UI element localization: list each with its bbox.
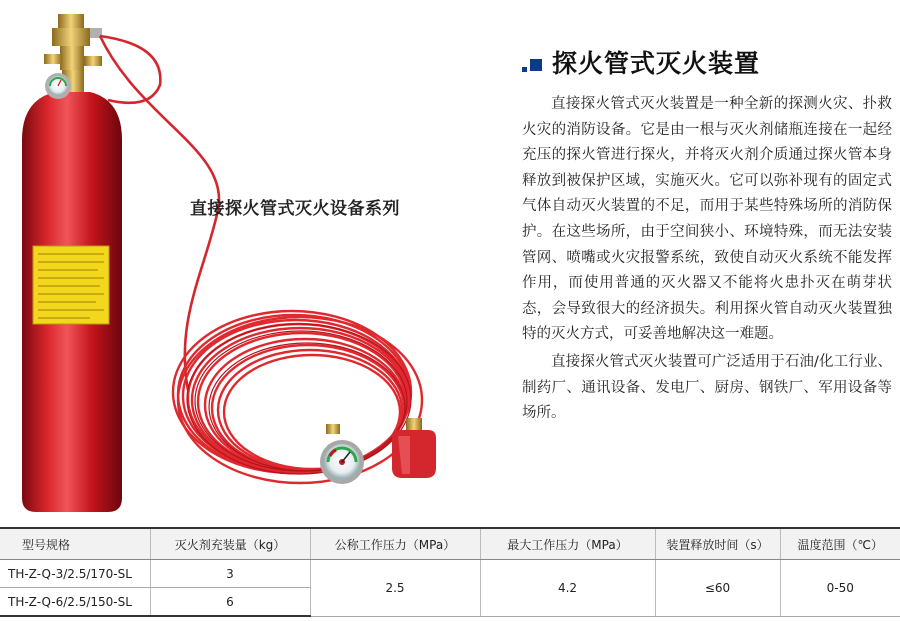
column-header: 型号规格 xyxy=(0,528,150,560)
column-header: 装置释放时间（s） xyxy=(655,528,780,560)
heading-bullet-icon xyxy=(522,51,544,73)
nominal-pressure-cell: 2.5 xyxy=(310,560,480,617)
description xyxy=(522,92,892,427)
model-cell: TH-Z-Q-6/2.5/150-SL xyxy=(0,588,150,617)
description-paragraph: 直接探火管式灭火装置是一种全新的探测火灾、扑救火灾的消防设备。它是由一根与灭火剂储瓶连接在一起经充压的探火管进行探火，并将灭火剂介质通过探火管本身释放到被保护区域，实施灭火。它可以弥补现有的固定式气体自动灭火装置的不足，而用于某些特殊场所的消防保护。在这些场所，由于空间狭小、环境特殊，而无法安装管网、喷嘴或火灾报警系统，致使自动灭火系统不能发挥作用，而使用普通的灭火器又不能将火患扑灭在萌芽状态，会导致很大的经济损失。利用探火管自动灭火装置独特的灭火方式，可妥善地解决这一难题。 xyxy=(522,96,892,343)
model-cell: TH-Z-Q-3/2.5/170-SL xyxy=(0,560,150,588)
end-gauge xyxy=(320,424,364,484)
column-header: 温度范围（℃） xyxy=(780,528,900,560)
column-header: 灭火剂充装量（kg） xyxy=(150,528,310,560)
table-row xyxy=(0,560,900,588)
product-caption: 直接探火管式灭火设备系列 xyxy=(190,199,400,219)
valve-gauge xyxy=(45,73,71,99)
release-time-cell: ≤60 xyxy=(655,560,780,617)
gas-cylinder xyxy=(22,92,122,512)
charge-cell: 6 xyxy=(150,588,310,617)
column-header: 最大工作压力（MPa） xyxy=(480,528,655,560)
max-pressure-cell: 4.2 xyxy=(480,560,655,617)
temp-range-cell: 0-50 xyxy=(780,560,900,617)
charge-cell: 3 xyxy=(150,560,310,588)
table-header-row xyxy=(0,528,900,560)
description-paragraph: 直接探火管式灭火装置可广泛适用于石油/化工行业、制药厂、通讯设备、发电厂、厨房、钢铁厂、军用设备等场所。 xyxy=(522,353,892,422)
spec-table xyxy=(0,527,900,617)
product-photo xyxy=(0,0,520,520)
page-title: 探火管式灭火装置 xyxy=(552,49,761,78)
section-heading xyxy=(522,44,760,80)
column-header: 公称工作压力（MPa） xyxy=(310,528,480,560)
